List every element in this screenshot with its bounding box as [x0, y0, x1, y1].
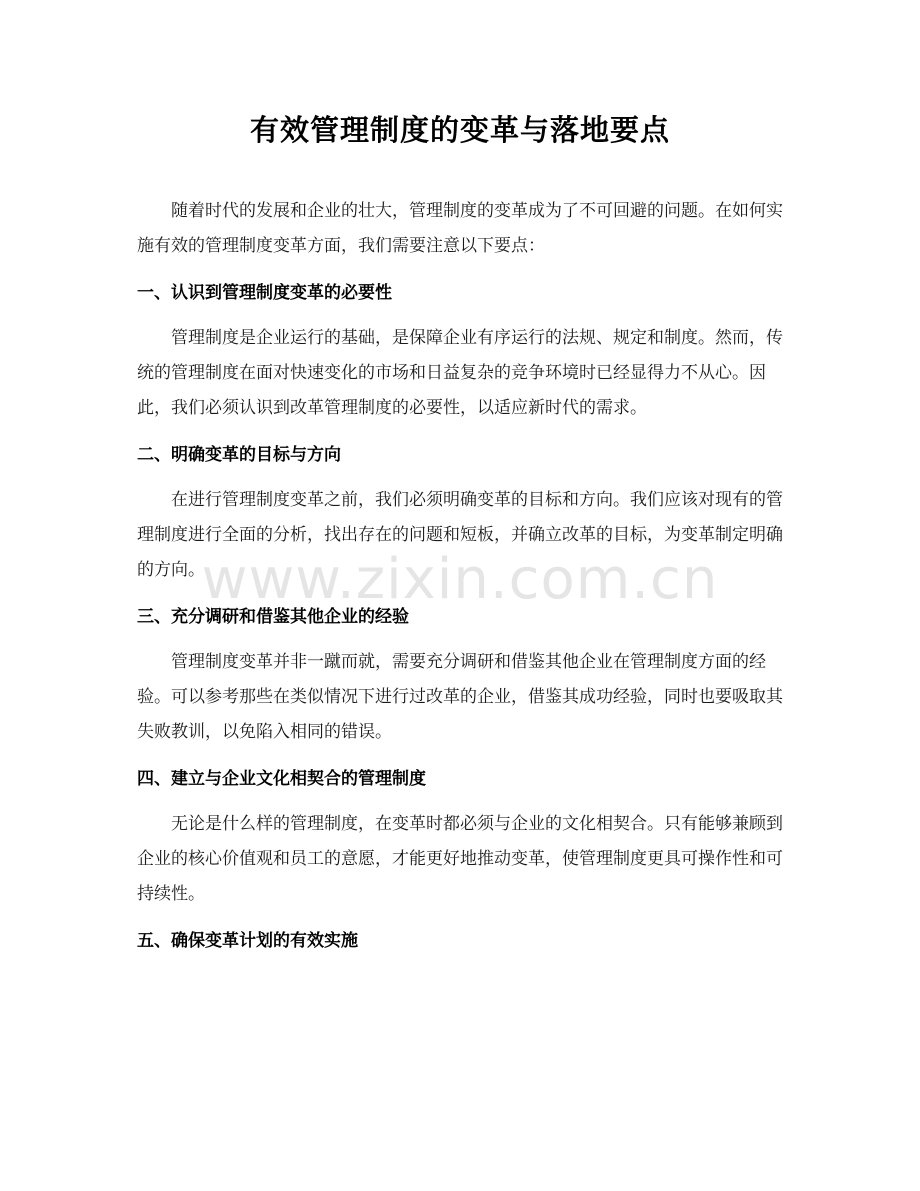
section-paragraph: 无论是什么样的管理制度，在变革时都必须与企业的文化相契合。只有能够兼顾到企业的核心价值观和员工的意愿，才能更好地推动变革，使管理制度更具可操作性和可持续性。 — [137, 814, 783, 904]
intro-paragraph: 随着时代的发展和企业的壮大，管理制度的变革成为了不可回避的问题。在如何实施有效的管理制度变革方面，我们需要注意以下要点： — [137, 201, 783, 256]
section-1 — [137, 280, 783, 426]
section-3 — [137, 604, 783, 750]
section-paragraph: 在进行管理制度变革之前，我们必须明确变革的目标和方向。我们应该对现有的管理制度进行全面的分析，找出存在的问题和短板，并确立改革的目标，为变革制定明确的方向。 — [137, 490, 783, 580]
document-title: 有效管理制度的变革与落地要点 — [249, 113, 670, 147]
section-heading: 一、认识到管理制度变革的必要性 — [137, 283, 392, 303]
section-paragraph: 管理制度是企业运行的基础，是保障企业有序运行的法规、规定和制度。然而，传统的管理制度在面对快速变化的市场和日益复杂的竞争环境时已经显得力不从心。因此，我们必须认识到改革管理制度的必要性，以适应新时代的需求。 — [137, 328, 783, 418]
section-heading: 四、建立与企业文化相契合的管理制度 — [137, 769, 426, 789]
watermark: www.zixin.com.cn — [201, 547, 719, 612]
section-heading: 二、明确变革的目标与方向 — [137, 445, 341, 465]
section-5 — [137, 928, 783, 954]
section-heading: 三、充分调研和借鉴其他企业的经验 — [137, 607, 409, 627]
section-heading: 五、确保变革计划的有效实施 — [137, 931, 358, 951]
section-2 — [137, 442, 783, 588]
section-paragraph: 管理制度变革并非一蹴而就，需要充分调研和借鉴其他企业在管理制度方面的经验。可以参考那些在类似情况下进行过改革的企业，借鉴其成功经验，同时也要吸取其失败教训，以免陷入相同的错误。 — [137, 652, 783, 742]
section-4 — [137, 766, 783, 912]
